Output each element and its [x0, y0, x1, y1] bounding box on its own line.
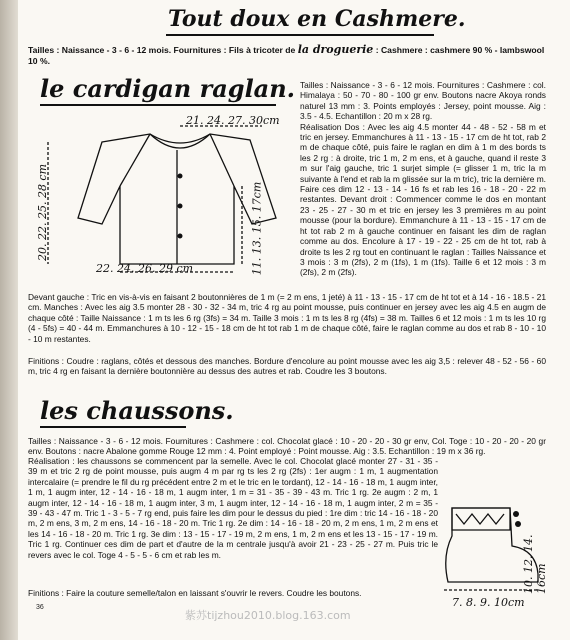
bootie-button-2: [515, 521, 521, 527]
cardigan-dim-bottom: 22. 24. 26. 29 cm: [96, 262, 194, 275]
cardigan-dim-top: 21. 24. 27. 30cm: [186, 114, 280, 127]
button-3: [178, 234, 183, 239]
raglan-line-right: [210, 134, 234, 186]
bootie-dim-right: 10. 12. 14. 16cm: [522, 534, 548, 594]
chaussons-finitions: Finitions : Faire la couture semelle/talon en laissant s'ouvrir le revers. Coudre les boutons.: [28, 588, 362, 598]
chaussons-heading: les chaussons.: [40, 396, 234, 425]
bootie-button-1: [513, 511, 519, 517]
intro-line: [28, 44, 548, 67]
title-underline: [166, 34, 434, 36]
page-number: 36: [36, 604, 44, 611]
cardigan-neckline: [150, 134, 210, 148]
cardigan-heading: le cardigan raglan.: [40, 74, 296, 103]
chaussons-heading-underline: [40, 426, 186, 428]
button-1: [178, 174, 183, 179]
chaussons-tailles: Tailles : Naissance - 3 - 6 - 12 mois. Fournitures : Cashmere : col. Chocolat glacé : 10 - 20 - 20 - 30 gr env, Col. Toge : 10 - 20 - 20 - 20 gr env. Boutons : nacre Abalone gomme Rouge 12 mm : 4. Point employé : Point mousse. Aig : 3.5. Echantillon : 19 m x 36 rg.: [28, 436, 546, 457]
cuff-pattern: [456, 514, 504, 524]
cardigan-finitions: Finitions : Coudre : raglans, côtés et dessous des manches. Bordure d'encolure au point mousse avec les aig 3,5 : relever 48 - 52 - 56 - 60 m, tric 4 rg en faisant la dernière boutonnière au dessus des autres et rab. Coudre les 3 boutons.: [28, 356, 546, 377]
intro-suffix: : Cashmere : cashmere 90 % - lambswool 10 %.: [28, 45, 545, 66]
cardigan-dim-right: 11. 13. 15. 17cm: [250, 181, 264, 276]
intro-prefix: Tailles : Naissance - 3 - 6 - 12 mois. Fournitures : Fils à tricoter de: [28, 45, 296, 55]
cardigan-instructions-main: Devant gauche : Tric en vis-à-vis en faisant 2 boutonnières de 1 m (= 2 m ens, 1 jeté) à 11 - 13 - 15 - 17 cm de ht tot et à 14 - 16 - 18.5 - 21 cm. Manches : Avec les aig 3.5 monter 28 - 30 - 32 - 34 m, tric 4 rg au point mousse, puis continuer en jersey avec les aig 4.5 en augm de chaque côté : Taille Naissance : 1 m ts les 6 rg (3fs) = 34 m. Taille 3 mois : 1 m ts les 8 rg (4fs) = 38 m. Tailles 6 et 12 mois : 1 m ts les 10 rg (4 - 5fs) = 40 - 44 m. Emmanchures à 10 - 12 - 15 - 18 cm de ht tot rab 1 m de chaque côté, faire le raglan comme au dos et rab 8 - 10 - 10 - 10 m restantes.: [28, 292, 546, 344]
chaussons-realisation: Réalisation : les chaussons se commencent par la semelle. Avec le col. Chocolat glacé monter 27 - 31 - 35 - 39 m et tric 2 rg de point mousse, puis augm 4 m par rg ts les 2 rg (2fs) : 1er augm : 1 m, 1 augmentation intercalaire (= prendre le fil du rg précédent entre 2 m et le tric en le tordant), 12 - 14 - 16 - 18 m, 1 augm inter, 1 m, 1 augm inter, 12 - 14 - 16 - 18 m, 1 augm inter, 1 m = 31 - 35 - 39 - 43 m. Tric 1 rg. 2e augm : 2 m, 1 augm inter, 12 - 14 - 16 - 18 m, 1 augm inter, 3 m, 1 augm inter, 12 - 14 - 16 - 18 m, 1 augm inter, 2 m = 35 - 39 - 43 - 47 m. Tric 1 - 3 - 5 - 7 rg end, puis faire les dim pour le dessus du pied : 1re dim : tric 14 - 16 - 18 - 20 m, 2 m ens, 3 m, 2 m ens, 14 - 16 - 18 - 20 m. Tric 1 rg. 2e dim : 14 - 16 - 18 - 20 m, 2 m ens, 1 m, 2 m ens et les 14 - 16 - 18 - 20 m. Tric 1 rg. 3e dim : 13 - 15 - 17 - 19 m, 2 m ens, 1 m, 2 m ens et les 13 - 15 - 17 - 19 m. Tric 1 rg. Continuer ces dim de part et d'autre de la m centrale jusqu'à avoir 21 - 23 - 25 - 27 m. Puis tric le revers avec le col. Toge 4 - 5 - 5 - 6 cm et rab les m.: [28, 456, 438, 560]
cardigan-instructions-right: Tailles : Naissance - 3 - 6 - 12 mois. Fournitures : Cashmere : col. Himalaya : 50 - 70 - 80 - 100 gr env. Boutons nacre Akoya ronds naturel 13 mm : 3. Points employés : Jersey, point mousse. Aig : 3.5 - 4.5. Echantillon : 20 m x 28 rg. Réalisation Dos : Avec les aig 4.5 monter 44 - 48 - 52 - 58 m et tric en jersey. Emmanchures à 11 - 13 - 15 - 17 cm de ht tot, rab 2 m de chaque côté, puis faire le raglan en dim à 1 m des bords ts les 2 rg : à droite, tric 1 m, 2 m ens, et à gauche, quand il reste 3 m sur l'aig gauche, tric 1 surjet simple (= glisser 1 m, tric la m suivante à l'end et rab la m glissée sur la m tric), tric la dernière m. Faire ces dim 12 - 13 - 14 - 16 fs et rab les 16 - 18 - 20 - 22 m restantes. Devant droit : Commencer comme le dos en montant 23 - 25 - 27 - 30 m et tric en jersey les 3 premières m au point mousse (pour la bordure). Emmanchure à 11 - 13 - 15 - 17 cm de ht tot rab 2 m à gauche continuer en faisant les dim de raglan comme au dos. Encolure à 17 - 19 - 22 - 25 cm de ht tot, rab à droite ts les 2 rg tout en continuant le raglan : Tailles Naissance et 3 mois : 3 m (2fs), 2 m (1fs), 1 m (1fs). Taille 6 et 12 mois : 3 m (2fs), 2 m (2fs).: [300, 80, 546, 278]
watermark: 紫苏tijzhou2010.blog.163.com: [185, 609, 351, 622]
page-title: Tout doux en Cashmere.: [168, 6, 466, 32]
button-2: [178, 204, 183, 209]
cardigan-dim-left: 20. 22. 25. 28 cm: [36, 163, 50, 262]
bootie-dim-bottom: 7. 8. 9. 10cm: [452, 596, 525, 609]
cardigan-heading-underline: [40, 104, 276, 106]
brand-name: la droguerie: [297, 43, 374, 56]
raglan-line-left: [120, 134, 150, 186]
